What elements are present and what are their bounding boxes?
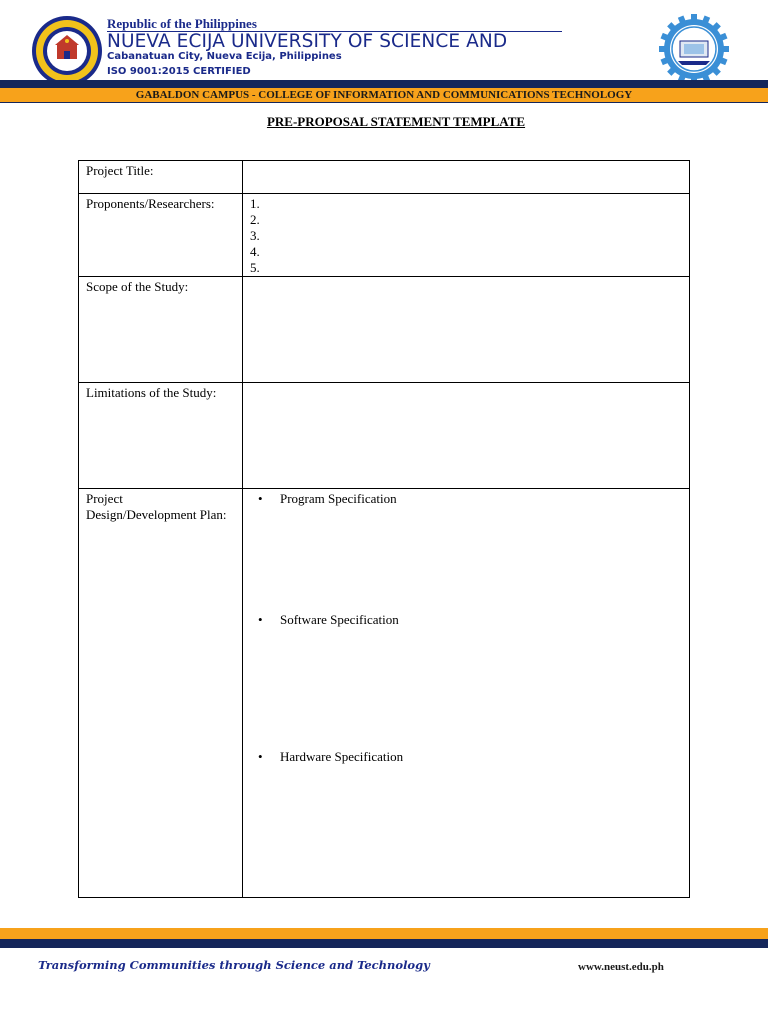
footer-website: www.neust.edu.ph [578,961,664,973]
table-row-scope [79,277,690,383]
proponent-number: 4. [250,244,260,259]
republic-label: Republic of the Philippines [107,16,257,31]
project-title-field[interactable] [243,161,690,194]
proponent-number: 1. [250,196,260,211]
bullet-icon: • [258,491,263,506]
university-name: NUEVA ECIJA UNIVERSITY OF SCIENCE AND [107,31,508,52]
table-row-design-plan [79,489,690,898]
list-item [250,491,682,507]
university-seal-icon [31,15,103,87]
limitations-label: Limitations of the Study: [79,383,243,489]
proponents-list [250,196,682,276]
proponents-label: Proponents/Researchers: [79,194,243,277]
college-gear-seal-icon [658,13,730,85]
iso-certification: ISO 9001:2015 CERTIFIED [107,66,251,77]
design-item-software: Software Specification [280,612,399,627]
footer-band-navy [0,939,768,948]
design-plan-label: Project Design/Development Plan: [79,489,243,898]
bullet-icon: • [258,612,263,627]
list-item [250,612,682,628]
header-band-rule [0,102,768,103]
proposal-table [78,160,690,898]
proponent-number: 5. [250,260,260,275]
table-row-limitations [79,383,690,489]
limitations-field[interactable] [243,383,690,489]
document-title: PRE-PROPOSAL STATEMENT TEMPLATE [266,114,526,129]
proponent-number: 3. [250,228,260,243]
proponent-number: 2. [250,212,260,227]
campus-banner: GABALDON CAMPUS - COLLEGE OF INFORMATION AND COMMUNICATIONS TECHNOLOGY [135,89,633,101]
scope-label: Scope of the Study: [79,277,243,383]
footer-tagline: Transforming Communities through Science and Technology [38,958,430,972]
list-item [250,749,682,765]
footer-band-orange [0,928,768,939]
university-address: Cabanatuan City, Nueva Ecija, Philippines [107,51,342,62]
table-row-project-title [79,161,690,194]
scope-field[interactable] [243,277,690,383]
proponents-field[interactable] [243,194,690,277]
project-title-label: Project Title: [79,161,243,194]
design-plan-field[interactable] [243,489,690,898]
design-item-program: Program Specification [280,491,397,506]
bullet-icon: • [258,749,263,764]
table-row-proponents [79,194,690,277]
header-band-navy [0,80,768,88]
design-item-hardware: Hardware Specification [280,749,404,764]
